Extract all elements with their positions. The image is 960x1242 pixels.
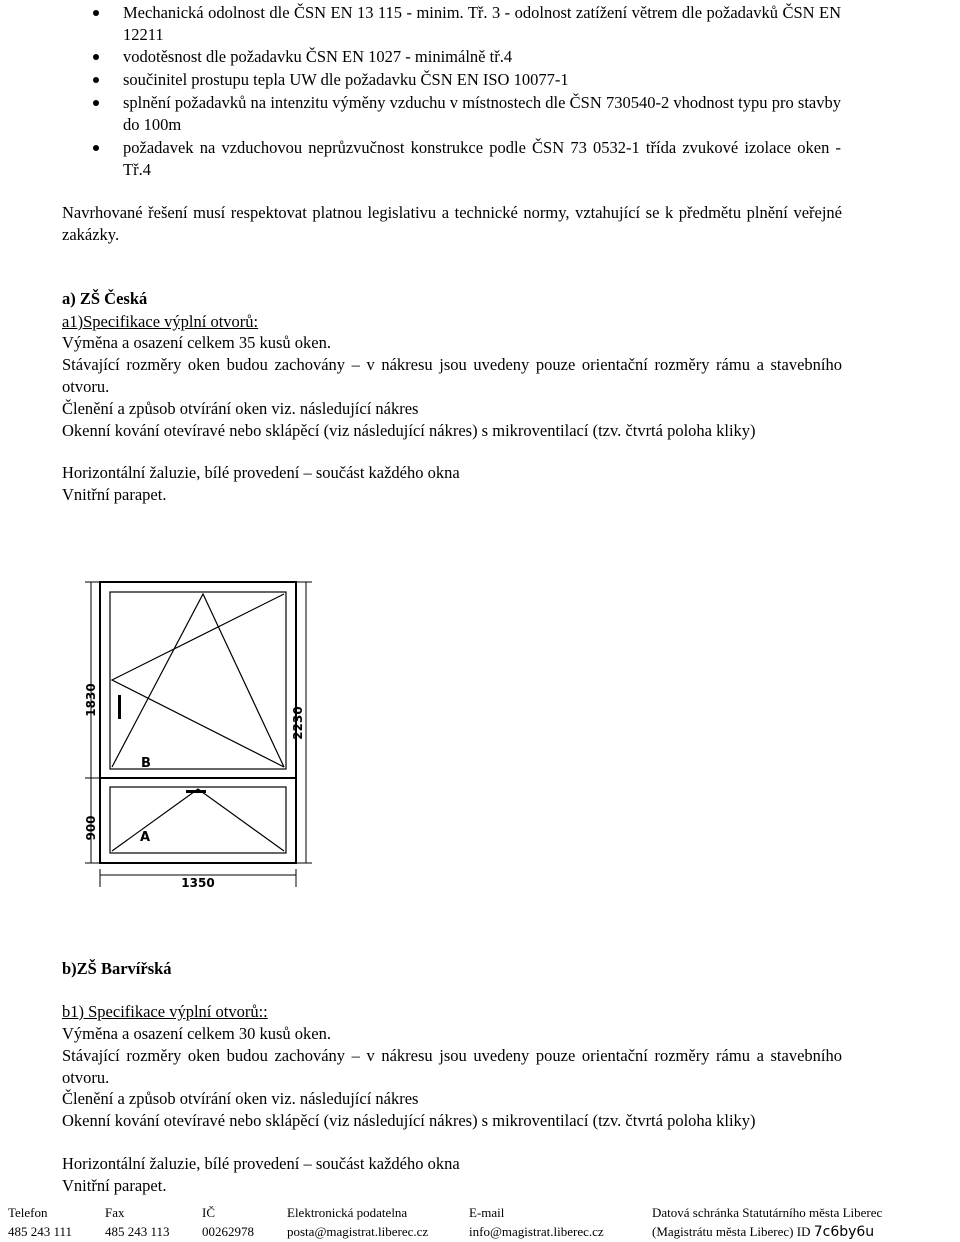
dimension-upper-height: 1830 <box>84 683 98 717</box>
footer-ic: 00262978 <box>202 1224 254 1239</box>
section-b-paragraph: Okenní kování otevíravé nebo sklápěcí (viz následující nákres) s mikroventilací (tzv. čtvrtá poloha kliky) <box>62 1111 756 1130</box>
section-a-heading: a) ZŠ Česká <box>62 289 148 308</box>
handle-icon <box>118 695 121 719</box>
footer-email-link[interactable]: info@magistrat.liberec.cz <box>469 1224 604 1239</box>
footer-fax: 485 243 113 <box>105 1224 170 1239</box>
footer-phone-label: Telefon <box>8 1205 48 1220</box>
dimension-total-height: 2230 <box>291 706 305 740</box>
section-a-line: Vnitřní parapet. <box>62 485 167 504</box>
lower-sash <box>110 787 286 853</box>
footer-datova <box>652 1222 874 1242</box>
turn-opening-lines <box>112 594 284 767</box>
section-b-paragraph: Stávající rozměry oken budou zachovány – v nákresu jsou uvedeny pouze orientační rozměry rámu a stavebního otvoru. <box>62 1046 842 1087</box>
sash-label-upper: B <box>141 756 151 771</box>
section-b-subheading: b1) Specifikace výplní otvorů:: <box>62 1002 268 1021</box>
footer-fax-label: Fax <box>105 1205 125 1220</box>
section-b-line: Členění a způsob otvírání oken viz. následující nákres <box>62 1089 419 1108</box>
section-b-heading: b)ZŠ Barvířská <box>62 959 172 978</box>
section-b-line: Vnitřní parapet. <box>62 1176 167 1195</box>
list-item: vodotěsnost dle požadavku ČSN EN 1027 - minimálně tř.4 <box>123 46 841 68</box>
section-a-line: Horizontální žaluzie, bílé provedení – součást každého okna <box>62 463 460 482</box>
tilt-opening-lines <box>112 594 284 767</box>
footer-datova-id: 7c6by6u <box>813 1224 875 1240</box>
list-item: Mechanická odolnost dle ČSN EN 13 115 - minim. Tř. 3 - odolnost zatížení větrem dle požadavků ČSN EN 12211 <box>123 3 841 44</box>
section-b-line: Výměna a osazení celkem 30 kusů oken. <box>62 1024 331 1043</box>
window-frame <box>100 582 296 863</box>
footer-datova-prefix: (Magistrátu města Liberec) ID <box>652 1224 811 1239</box>
tilt-opening-lines <box>112 789 284 851</box>
upper-sash <box>110 592 286 769</box>
list-item: součinitel prostupu tepla UW dle požadavku ČSN EN ISO 10077-1 <box>123 69 841 91</box>
section-a-line: Členění a způsob otvírání oken viz. následující nákres <box>62 399 419 418</box>
page-footer <box>0 1203 960 1240</box>
dimension-lower-height: 900 <box>84 815 98 841</box>
footer-podatelna-label: Elektronická podatelna <box>287 1205 408 1220</box>
footer-podatelna-link[interactable]: posta@magistrat.liberec.cz <box>287 1224 429 1239</box>
footer-datova-label: Datová schránka Statutárního města Liberec <box>652 1205 883 1220</box>
section-a-paragraph: Okenní kování otevíravé nebo sklápěcí (viz následující nákres) s mikroventilací (tzv. čtvrtá poloha kliky) <box>62 421 756 440</box>
footer-phone: 485 243 111 <box>8 1224 73 1239</box>
section-b-line: Horizontální žaluzie, bílé provedení – součást každého okna <box>62 1154 460 1173</box>
section-a-subheading: a1)Specifikace výplní otvorů: <box>62 312 259 331</box>
list-item: požadavek na vzduchovou neprůzvučnost konstrukce podle ČSN 73 0532-1 třída zvukové izolace oken - Tř.4 <box>123 138 841 179</box>
footer-email-label: E-mail <box>469 1205 505 1220</box>
section-a-line: Výměna a osazení celkem 35 kusů oken. <box>62 333 331 352</box>
dimension-width: 1350 <box>181 876 215 890</box>
footer-ic-label: IČ <box>202 1205 215 1220</box>
list-item: splnění požadavků na intenzitu výměny vzduchu v místnostech dle ČSN 730540-2 vhodnost typu pro stavby do 100m <box>123 93 841 134</box>
sash-label-lower: A <box>140 830 151 845</box>
section-a-paragraph: Stávající rozměry oken budou zachovány – v nákresu jsou uvedeny pouze orientační rozměry rámu a stavebního otvoru. <box>62 355 842 396</box>
window-drawing <box>78 575 318 895</box>
intro-paragraph: Navrhované řešení musí respektovat platnou legislativu a technické normy, vztahující se k předmětu plnění veřejné zakázky. <box>62 203 842 244</box>
